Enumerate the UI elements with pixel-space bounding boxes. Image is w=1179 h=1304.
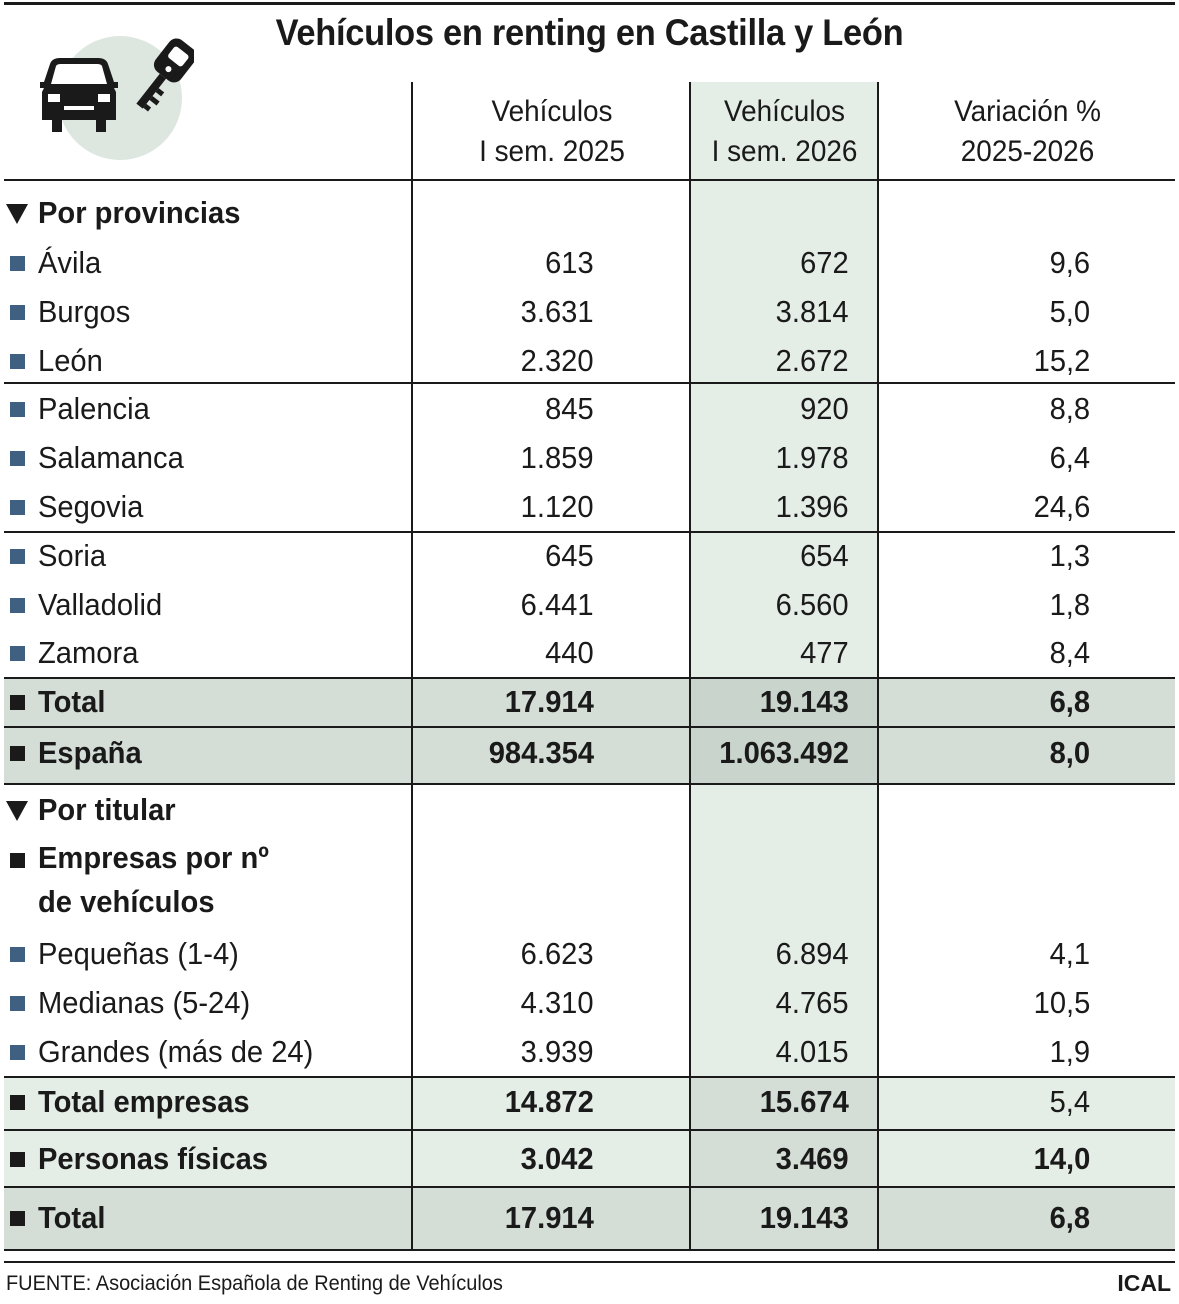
square-bullet-icon: [10, 853, 25, 868]
row-label: León: [38, 342, 103, 378]
row-label: Zamora: [38, 635, 139, 671]
value-2026: 672: [800, 245, 849, 280]
value-2026: 654: [800, 537, 849, 573]
value-2025: 613: [545, 245, 594, 280]
row-label: Soria: [38, 537, 107, 573]
variation-pct: 8,4: [1049, 635, 1090, 671]
value-2026: 3.814: [776, 293, 849, 329]
variation-pct: 1,3: [1049, 537, 1090, 573]
value-2026: 477: [800, 635, 849, 671]
value-2026: 6.894: [776, 936, 849, 971]
table-bottom-rule: [4, 1249, 1175, 1251]
table-row: [4, 629, 1175, 677]
table-row: [4, 483, 1175, 531]
table-row: [4, 930, 1175, 978]
square-bullet-icon: [10, 451, 25, 466]
row-label: Burgos: [38, 293, 131, 329]
row-rule: [4, 783, 1175, 785]
variation-pct: 9,6: [1049, 245, 1090, 280]
row-rule: [4, 1129, 1175, 1131]
table-row-total-titular: Total 17.914 19.143 6,8: [4, 1190, 1175, 1246]
row-label: Pequeñas (1-4): [38, 936, 239, 971]
table-row: [4, 581, 1175, 629]
square-bullet-icon: [10, 695, 25, 710]
variation-pct: 1,8: [1049, 586, 1090, 622]
table-row-total-empresas: Total empresas 14.872 15.674 5,4: [4, 1077, 1175, 1127]
row-rule: [4, 1186, 1175, 1188]
square-bullet-icon: [10, 947, 25, 962]
chart-title: Vehículos en renting en Castilla y León: [275, 12, 904, 53]
row-label: Segovia: [38, 489, 144, 524]
table-row-total-provincias: Total 17.914 19.143 6,8: [4, 678, 1175, 726]
square-bullet-icon: [10, 500, 25, 515]
table-row: [4, 337, 1175, 385]
value-2025: 6.441: [521, 586, 594, 622]
square-bullet-icon: [10, 1152, 25, 1167]
variation-pct: 4,1: [1049, 936, 1090, 971]
table-row: [4, 239, 1175, 287]
header-2025: Vehículos I sem. 2025: [479, 95, 625, 168]
square-bullet-icon: [10, 305, 25, 320]
brand-logo-text: ICAL: [1117, 1270, 1171, 1296]
value-2025: 1.859: [521, 440, 594, 476]
value-2025: 3.631: [521, 293, 594, 329]
table-row: [4, 979, 1175, 1027]
variation-pct: 8,8: [1049, 391, 1090, 427]
square-bullet-icon: [10, 646, 25, 661]
row-label: Medianas (5-24): [38, 984, 251, 1020]
value-2025: 845: [545, 391, 594, 427]
square-bullet-icon: [10, 996, 25, 1011]
square-bullet-icon: [10, 598, 25, 613]
row-label: Ávila: [38, 245, 102, 280]
value-2025: 4.310: [521, 984, 594, 1020]
value-2025: 645: [545, 537, 594, 573]
footer-rule: [4, 1261, 1175, 1263]
table-row-personas-fisicas: Personas físicas 3.042 3.469 14,0: [4, 1133, 1175, 1185]
triangle-down-icon: [6, 801, 28, 821]
triangle-down-icon: [6, 204, 28, 224]
row-label: Palencia: [38, 391, 150, 427]
square-bullet-icon: [10, 1211, 25, 1226]
header-2026: Vehículos I sem. 2026: [711, 95, 858, 168]
square-bullet-icon: [10, 1095, 25, 1110]
car-key-icon: [34, 32, 194, 162]
section-header-titular: Por titular: [4, 786, 1175, 834]
square-bullet-icon: [10, 256, 25, 271]
value-2026: 1.396: [776, 489, 849, 524]
square-bullet-icon: [10, 402, 25, 417]
value-2025: 1.120: [521, 489, 594, 524]
variation-pct: 10,5: [1033, 984, 1090, 1020]
square-bullet-icon: [10, 1045, 25, 1060]
table-row: [4, 1028, 1175, 1076]
table-row: [4, 434, 1175, 482]
table-row: [4, 385, 1175, 433]
table-row-espana: España 984.354 1.063.492 8,0: [4, 729, 1175, 777]
row-label: Salamanca: [38, 440, 184, 476]
value-2026: 6.560: [776, 586, 849, 622]
header-rule: [4, 179, 1175, 181]
value-2026: 4.015: [776, 1033, 849, 1069]
variation-pct: 1,9: [1049, 1033, 1090, 1069]
square-bullet-icon: [10, 354, 25, 369]
value-2026: 1.978: [776, 440, 849, 476]
subsection-header-empresas: Empresas por nº de vehículos: [4, 836, 1175, 928]
table-row: [4, 288, 1175, 336]
row-label: Grandes (más de 24): [38, 1033, 314, 1069]
row-rule: [4, 726, 1175, 728]
value-2026: 920: [800, 391, 849, 427]
variation-pct: 5,0: [1049, 293, 1090, 329]
table-row: [4, 532, 1175, 580]
source-note: FUENTE: Asociación Española de Renting de Vehículos: [6, 1272, 503, 1295]
value-2025: 440: [545, 635, 594, 671]
value-2026: 4.765: [776, 984, 849, 1020]
top-rule: [4, 2, 1175, 5]
value-2025: 2.320: [521, 342, 594, 378]
row-label: Valladolid: [38, 586, 163, 622]
section-header-provincias: Por provincias: [4, 189, 1175, 237]
variation-pct: 6,4: [1049, 440, 1090, 476]
value-2025: 3.939: [521, 1033, 594, 1069]
variation-pct: 15,2: [1033, 342, 1090, 378]
value-2026: 2.672: [776, 342, 849, 378]
square-bullet-icon: [10, 549, 25, 564]
value-2025: 6.623: [521, 936, 594, 971]
variation-pct: 24,6: [1033, 489, 1090, 524]
square-bullet-icon: [10, 746, 25, 761]
header-variacion: Variación % 2025-2026: [954, 95, 1101, 168]
